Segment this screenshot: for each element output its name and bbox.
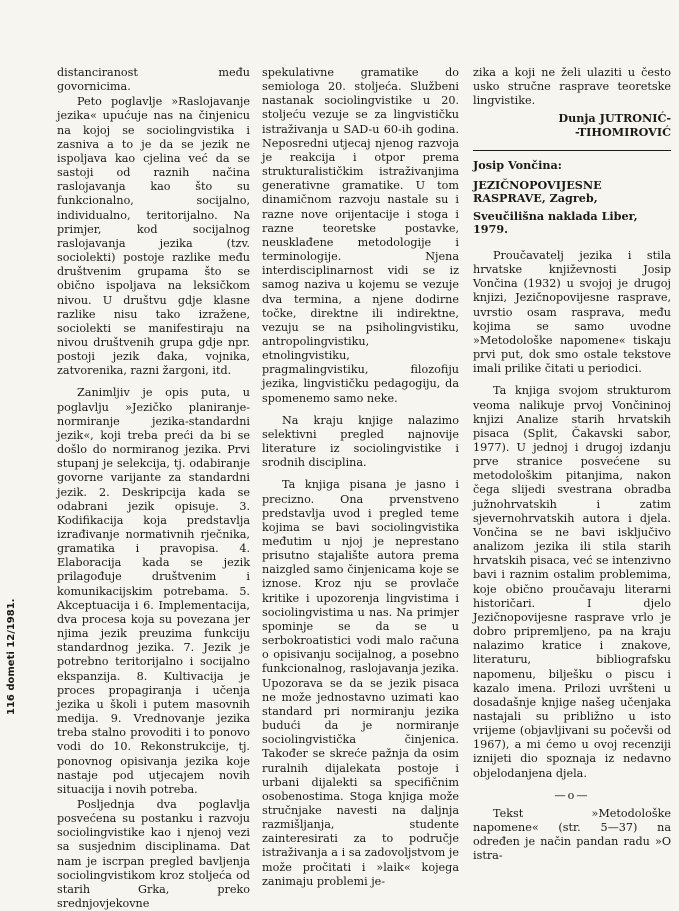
paragraph: spekulativne gramatike do semiologa 20. stoljeća. Službeni nastanak sociolingvistike u 20. stoljeću vezuje se za lingvističku istraživanja u SAD-u 60-ih godina. Neposredni utjecaj njenog razvoja je reakcija i otpor prema strukturalističkim istraživanjima generativne gramatike. U tom dinamičnom razvoju nastale su i razne nove orijentacije i stoga i razne teoretske postavke, neusklađene metodologije i terminologije. Njena interdisciplinarnost vidi se iz samog naziva u kojemu se vezuje dva termina, a njene dodirne točke, direktne ili indirektne, vezuju se na psiholingvistiku, antropolingvistiku, etnolingvistiku, pragmalingvistiku, filozofiju jezika, lingvističku pedagogiju, da spomenemo samo neke. — [262, 66, 459, 405]
paragraph: zika a koji ne želi ulaziti u često usko stručne rasprave teoretske lingvistike. — [473, 66, 671, 108]
review-year: 1979. — [473, 222, 509, 237]
column-2 — [262, 66, 459, 889]
paragraph: Proučavatelj jezika i stila hrvatske književnosti Josip Vončina (1932) u svojoj je drugoj knjizi, Jezičnopovijesne rasprave, uvrstio osam rasprava, među kojima se samo uvodne »Metodološke napomene« tiskaju prvi put, dok smo ostale tekstove imali prilike čitati u periodici. — [473, 248, 671, 376]
paragraph: Peto poglavlje »Raslojavanje jezika« upućuje nas na činjenicu na kojoj se sociolingvistika i zasniva a to je da se jezik ne ispoljava kao cjelina već da se sastoji od raznih načina raslojavanja kao što su funkcionalno, socijalno, individualno, teritorijalno. Na primjer, kod socijalnog raslojavanja jezika (tzv. sociolekti) postoje razlike među društvenim grupama što se obično ispoljava na leksičkom nivou. U društvu gdje klasne razlike nisu tako izražene, sociolekti se manifestiraju na nivou društvenih grupa gdje npr. postoji jezik đaka, vojnika, zatvorenika, razni žargoni, itd. — [57, 95, 250, 378]
paragraph: Ta knjiga pisana je jasno i precizno. Ona prvenstveno predstavlja uvod i pregled teme kojima se bavi sociolingvistika međutim u njoj je neprestano prisutno stajalište autora prema naizgled samo činjenicama koje se iznose. Kroz nju se provlače kritike i upozorenja lingvistima i sociolingvistima u nas. Na primjer spominje se da se u serbokroatistici vodi malo računa o opisivanju socijalnog, a posebno funkcionalnog, raslojavanja jezika. Upozorava se da se jezik pisaca ne može jednostavno uzimati kao standard pri normiranju jezika budući da je normiranje sociolingvistička činjenica. Također se skreće pažnja da osim ruralnih dijalekata postoje i urbani dijalekti sa specifičnim osobenostima. Stoga knjiga može stručnjake navesti na daljnja razmišljanja, studente zainteresirati za to područje istraživanja a i sa zadovoljstvom je može pročitati i »laik« kojega zanimaju problemi je- — [262, 478, 459, 888]
signature-line: Dunja JUTRONIĆ- — [558, 111, 671, 126]
review-heading — [473, 159, 671, 237]
review-title: RASPRAVE, Zagreb, — [473, 191, 598, 206]
section-ornament: —o— — [554, 788, 590, 802]
author-signature — [473, 112, 671, 139]
column-3 — [473, 66, 671, 864]
review-author: Josip Vončina: — [473, 158, 562, 173]
paragraph: Tekst »Metodološke napomene« (str. 5—37) na određen je način pandan radu »O istra- — [473, 806, 671, 863]
paragraph: Na kraju knjige nalazimo selektivni pregled najnovije literature iz sociolingvistike i srodnih disciplina. — [262, 413, 459, 470]
column-1 — [57, 66, 250, 911]
page-number-label: 116 dometi 12/1981. — [6, 598, 17, 715]
paragraph: Posljednja dva poglavlja posvećena su postanku i razvoju sociolingvistike kao i njenoj vezi sa susjednim disciplinama. Dat nam je iscrpan pregled bavljenja sociolingvistikom kroz stoljeća od starih Grka, preko srednjovjekovne — [57, 797, 250, 911]
review-publisher: Sveučilišna naklada Liber, — [473, 208, 638, 223]
paragraph: Ta knjiga svojom strukturom veoma nalikuje prvoj Vončininoj knjizi Analize starih hrvatskih pisaca (Split, Čakavski sabor, 1977). U jednoj i drugoj izdanju prve stranice posvećene su metodološkim pitanjima, nakon čega slijedi svestrana obradba južnohrvatskih i zatim sjevernohrvatskih autora i djela. Vončina se ne bavi isključivo analizom jezika ili stila starih hrvatskih pisaca, već se intenzivno bavi i raznim ostalim problemima, koje obično proučavaju literarni historičari. I djelo Jezičnopovijesne rasprave vrlo je dobro pripremljeno, pa na kraju nalazimo kratice i znakove, literaturu, bibliografsku napomenu, bilješku o piscu i kazalo imena. Prilozi uvršteni u dosadašnje knjige našeg učenjaka nastajali su približno u isto vrijeme (objavljivani su počevši od 1967), a mi ćemo u ovoj recenziji iznijeti dio spoznaja iz nedavno objelodanjena djela. — [473, 384, 671, 780]
section-divider — [473, 150, 671, 151]
review-title: JEZIČNOPOVIJESNE — [473, 177, 602, 192]
paragraph: Zanimljiv je opis puta, u poglavlju »Jezičko planiranje-normiranje jezika-standardni jezik«, koji treba preći da bi se došlo do normiranog jezika. Prvi stupanj je selekcija, tj. odabiranje govorne varijante za standardni jezik. 2. Deskripcija kada se odabrani jezik opisuje. 3. Kodifikacija koja predstavlja izrađivanje normativnih rječnika, gramatika i pravopisa. 4. Elaboracija kada se jezik prilagođuje društvenim i komunikacijskim potrebama. 5. Akceptuacija i 6. Implementacija, dva procesa koja su povezana jer njima jezik preuzima funkciju standardnog jezika. 7. Jezik je potrebno teritorijalno i socijalno ekspanzija. 8. Kultivacija je proces propagiranja i učenja jezika u školi i putem masovnih medija. 9. Vrednovanje jezika treba stalno provoditi i to ponovo vodi do 10. Rekonstrukcije, tj. ponovnog opisivanja jezika koje nastaje pod utjecajem novih situacija i novih potreba. — [57, 386, 250, 796]
paragraph: distanciranost među govornicima. — [57, 66, 250, 94]
signature-line: -TIHOMIROVIĆ — [575, 124, 671, 139]
